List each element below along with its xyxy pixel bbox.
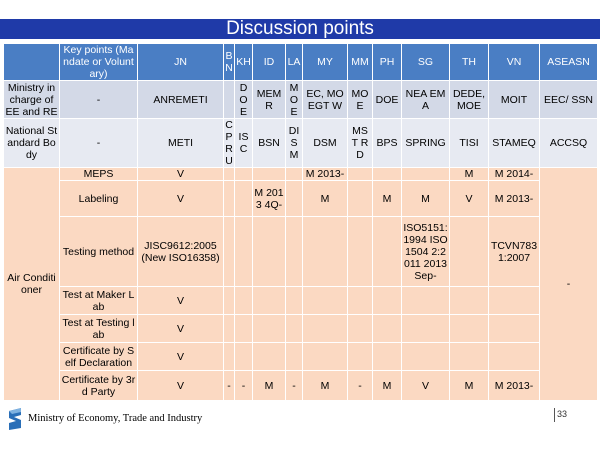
table-cell: M 2013 4Q- bbox=[253, 181, 286, 217]
table-cell: MO E bbox=[286, 81, 303, 119]
key-point-label: Certificate by Self Declaration bbox=[60, 343, 138, 371]
table-cell: M 2013- bbox=[489, 181, 540, 217]
header-country-sg: SG bbox=[402, 44, 450, 81]
table-cell: V bbox=[450, 181, 489, 217]
key-point-label: Test at Maker Lab bbox=[60, 287, 138, 315]
table-cell bbox=[224, 217, 235, 287]
table-cell: DO E bbox=[235, 81, 253, 119]
table-cell: V bbox=[138, 181, 224, 217]
table-cell: TCVN783 1:2007 bbox=[489, 217, 540, 287]
table-cell bbox=[303, 287, 348, 315]
slide-title: Discussion points bbox=[0, 19, 600, 39]
table-cell: MOE bbox=[348, 81, 373, 119]
table-cell: M bbox=[303, 371, 348, 401]
table-cell: MEMR bbox=[253, 81, 286, 119]
table-cell: EEC/ SSN bbox=[540, 81, 598, 119]
table-cell: DEDE, MOE bbox=[450, 81, 489, 119]
table-cell: MST RD bbox=[348, 119, 373, 168]
table-cell: BPS bbox=[373, 119, 402, 168]
table-cell bbox=[489, 343, 540, 371]
key-point-label: MEPS bbox=[60, 168, 138, 181]
air-conditioner-row bbox=[4, 181, 598, 217]
table-cell bbox=[235, 217, 253, 287]
table-cell: M bbox=[253, 371, 286, 401]
table-cell: M bbox=[450, 371, 489, 401]
table-cell bbox=[253, 343, 286, 371]
table-cell: M bbox=[373, 371, 402, 401]
air-conditioner-label: Air Conditioner bbox=[4, 168, 60, 401]
table-cell bbox=[303, 217, 348, 287]
table-cell bbox=[253, 315, 286, 343]
table-cell bbox=[348, 315, 373, 343]
table-cell bbox=[253, 287, 286, 315]
table-cell bbox=[373, 168, 402, 181]
table-cell: - bbox=[348, 371, 373, 401]
table-cell: BSN bbox=[253, 119, 286, 168]
table-cell: M bbox=[373, 181, 402, 217]
table-cell bbox=[373, 315, 402, 343]
discussion-table bbox=[3, 43, 598, 401]
table-cell bbox=[402, 315, 450, 343]
table-cell bbox=[286, 343, 303, 371]
table-cell: M 2013- bbox=[303, 168, 348, 181]
table-cell bbox=[402, 168, 450, 181]
table-cell: STAMEQ bbox=[489, 119, 540, 168]
table-cell bbox=[402, 343, 450, 371]
table-cell bbox=[286, 217, 303, 287]
table-cell bbox=[348, 168, 373, 181]
table-cell bbox=[224, 168, 235, 181]
table-cell bbox=[286, 287, 303, 315]
table-cell bbox=[235, 168, 253, 181]
header-key-points: Key points (Mandate or Voluntary) bbox=[60, 44, 138, 81]
table-cell: V bbox=[402, 371, 450, 401]
table-cell: - bbox=[60, 81, 138, 119]
table-cell: V bbox=[138, 343, 224, 371]
key-point-label: Testing method bbox=[60, 217, 138, 287]
header-country-id: ID bbox=[253, 44, 286, 81]
header-country-ph: PH bbox=[373, 44, 402, 81]
key-point-label: Labeling bbox=[60, 181, 138, 217]
table-cell: M 2013- bbox=[489, 371, 540, 401]
table-cell bbox=[224, 287, 235, 315]
header-country-la: LA bbox=[286, 44, 303, 81]
table-cell bbox=[450, 315, 489, 343]
table-cell: M bbox=[450, 168, 489, 181]
table-cell: TISI bbox=[450, 119, 489, 168]
key-point-label: Test at Testing lab bbox=[60, 315, 138, 343]
table-cell bbox=[373, 343, 402, 371]
table-cell bbox=[286, 168, 303, 181]
table-cell bbox=[489, 287, 540, 315]
table-cell: METI bbox=[138, 119, 224, 168]
table-cell bbox=[373, 287, 402, 315]
page-number-divider bbox=[554, 408, 555, 422]
table-cell: SPRING bbox=[402, 119, 450, 168]
header-country-my: MY bbox=[303, 44, 348, 81]
table-cell: C P R U bbox=[225, 119, 233, 167]
header-country-bn: B N bbox=[224, 44, 235, 81]
header-country-jn: JN bbox=[138, 44, 224, 81]
table-cell: V bbox=[138, 287, 224, 315]
table-cell: - bbox=[286, 371, 303, 401]
table-header-row bbox=[4, 44, 598, 81]
table-cell bbox=[224, 81, 235, 119]
table-cell: ANREMETI bbox=[138, 81, 224, 119]
meti-logo-icon bbox=[6, 407, 24, 431]
table-cell bbox=[303, 343, 348, 371]
asean-cell: - bbox=[540, 168, 598, 401]
header-country-vn: VN bbox=[489, 44, 540, 81]
table-cell: V bbox=[138, 371, 224, 401]
header-asean: ASEASN bbox=[540, 44, 598, 81]
table-cell bbox=[224, 181, 235, 217]
footer-organization: Ministry of Economy, Trade and Industry bbox=[28, 413, 203, 424]
table-cell bbox=[235, 181, 253, 217]
air-conditioner-row bbox=[4, 168, 598, 181]
table-cell bbox=[348, 343, 373, 371]
table-cell: DI SM bbox=[286, 119, 303, 168]
header-country-mm: MM bbox=[348, 44, 373, 81]
key-point-label: Certificate by 3rd Party bbox=[60, 371, 138, 401]
page-number: 33 bbox=[557, 409, 568, 419]
header-country-kh: KH bbox=[235, 44, 253, 81]
table-cell: ACCSQ bbox=[540, 119, 598, 168]
table-cell: DSM bbox=[303, 119, 348, 168]
table-cell: - bbox=[224, 371, 235, 401]
table-cell: - bbox=[60, 119, 138, 168]
ministry-row-label: Ministry in charge of EE and RE bbox=[4, 81, 60, 119]
table-cell bbox=[348, 181, 373, 217]
table-cell bbox=[235, 343, 253, 371]
table-cell bbox=[402, 287, 450, 315]
table-cell bbox=[303, 315, 348, 343]
table-cell bbox=[348, 287, 373, 315]
table-cell bbox=[286, 315, 303, 343]
table-cell bbox=[450, 217, 489, 287]
table-cell bbox=[224, 315, 235, 343]
table-cell: MOIT bbox=[489, 81, 540, 119]
header-corner-cell bbox=[4, 44, 60, 81]
table-cell bbox=[235, 315, 253, 343]
table-cell bbox=[450, 343, 489, 371]
air-conditioner-row bbox=[4, 343, 598, 371]
table-cell: DOE bbox=[373, 81, 402, 119]
table-cell: M 2014- bbox=[489, 168, 540, 181]
table-cell: M bbox=[402, 181, 450, 217]
table-cell bbox=[224, 343, 235, 371]
standard-body-row-label: National Standard Body bbox=[4, 119, 60, 168]
air-conditioner-row bbox=[4, 217, 598, 287]
air-conditioner-row bbox=[4, 287, 598, 315]
header-country-th: TH bbox=[450, 44, 489, 81]
table-cell bbox=[253, 168, 286, 181]
standard-body-row bbox=[4, 119, 598, 168]
air-conditioner-row bbox=[4, 315, 598, 343]
table-cell bbox=[348, 217, 373, 287]
table-cell: IS C bbox=[235, 119, 253, 168]
table-cell: V bbox=[138, 315, 224, 343]
table-cell: V bbox=[138, 168, 224, 181]
table-cell: - bbox=[235, 371, 253, 401]
ministry-row bbox=[4, 81, 598, 119]
table-cell bbox=[373, 217, 402, 287]
table-cell bbox=[235, 287, 253, 315]
table-cell bbox=[286, 181, 303, 217]
table-cell bbox=[489, 315, 540, 343]
table-cell: ISO5151: 1994 ISO1504 2:2011 2013Sep- bbox=[402, 217, 450, 287]
table-cell: EC, MOEGT W bbox=[303, 81, 348, 119]
air-conditioner-section bbox=[4, 168, 598, 401]
table-cell: NEA EMA bbox=[402, 81, 450, 119]
air-conditioner-row bbox=[4, 371, 598, 401]
table-cell bbox=[253, 217, 286, 287]
table-cell: M bbox=[303, 181, 348, 217]
table-cell: JISC9612:2005 (New ISO16358) bbox=[138, 217, 224, 287]
table-cell bbox=[450, 287, 489, 315]
